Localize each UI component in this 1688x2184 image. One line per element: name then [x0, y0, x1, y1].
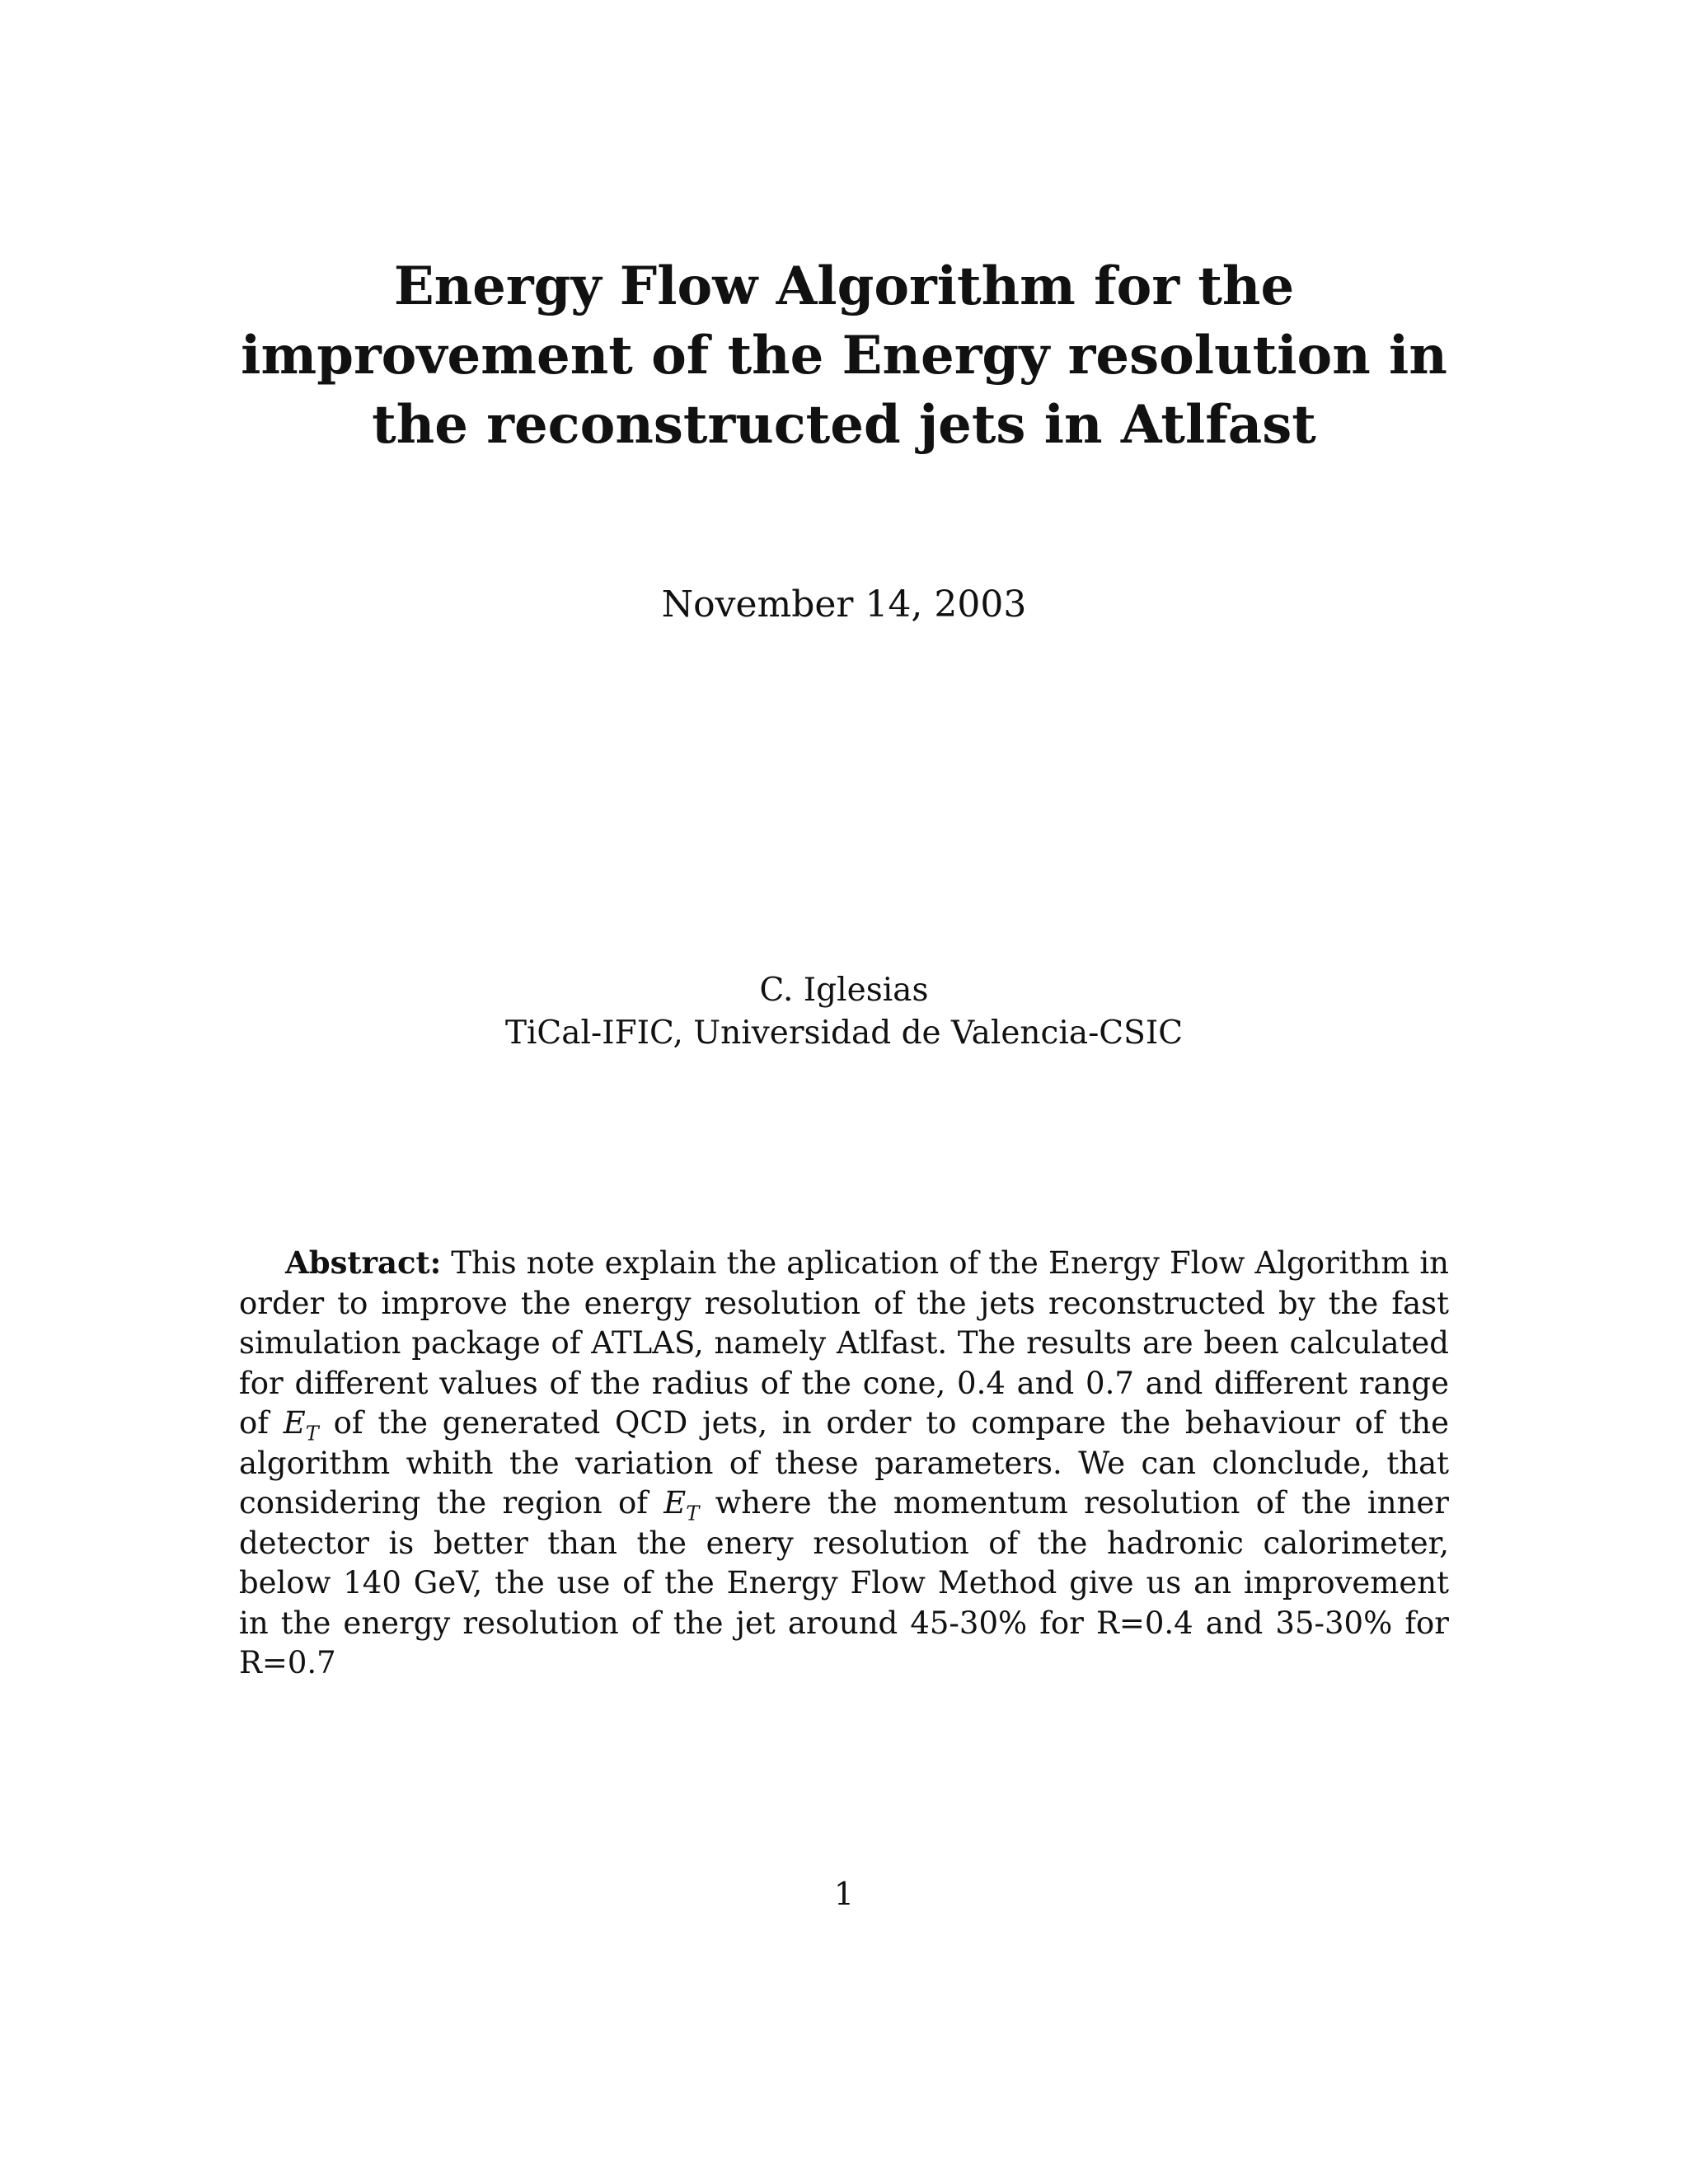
author-name: C. Iglesias — [759, 972, 929, 1009]
math-subscript-t: T — [686, 1502, 700, 1526]
math-subscript-t: T — [305, 1422, 319, 1446]
abstract-text-part-3: where the momentum resolution of the inner detector is better than the enery resolution of the hadronic calorimeter, below 140 GeV, the use of the Energy Flow Method give us an improvement in the energy resolution of the jet around 45-30% for R=0.4 and 35-30% for R=0.7 — [239, 1485, 1449, 1680]
abstract-text-part-2: of the generated QCD jets, in order to compare the behaviour of the algorithm whith the variation of these parameters. We can clonclude, that considering the region of — [239, 1405, 1450, 1521]
title-line-1: Energy Flow Algorithm for the — [393, 255, 1295, 317]
abstract-text-part-1: This note explain the aplication of the Energy Flow Algorithm in order to improve the energy resolution of the jets reconstructed by the fast simulation package of ATLAS, namely Atlfast. The results are been calculated for different values of the radius of the cone, 0.4 and 0.7 and different range of — [239, 1245, 1450, 1441]
page-number: 1 — [833, 1876, 855, 1912]
math-et-symbol-2 — [663, 1485, 700, 1526]
author-block — [0, 969, 1688, 1055]
math-e: E — [283, 1405, 306, 1441]
math-et-symbol-1 — [283, 1405, 319, 1446]
abstract-label: Abstract: — [285, 1244, 442, 1281]
title-line-2: improvement of the Energy resolution in — [241, 325, 1447, 387]
title-line-3: the reconstructed jets in Atlfast — [372, 394, 1316, 456]
abstract — [239, 1243, 1449, 1684]
author-affiliation: TiCal-IFIC, Universidad de Valencia-CSIC — [504, 1015, 1184, 1052]
math-e: E — [663, 1485, 687, 1521]
document-date: November 14, 2003 — [661, 583, 1027, 626]
